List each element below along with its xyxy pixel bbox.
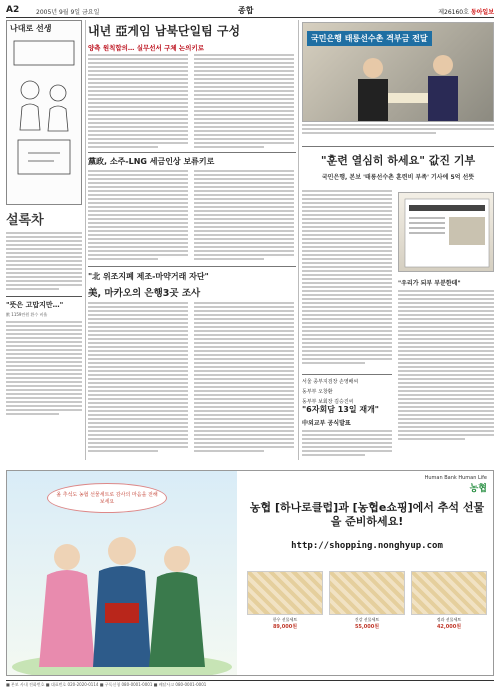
newspaper-clip-icon xyxy=(399,193,494,272)
story-six-party-subtitle: 中외교부 공식발표 xyxy=(302,420,351,427)
ad-product-item[interactable] xyxy=(329,571,405,661)
story-counterfeit xyxy=(88,271,296,302)
ad-logo-tagline: Human Bank Human Life xyxy=(424,475,487,481)
ad-illustration xyxy=(7,471,237,676)
issue-number: 제26160호 xyxy=(438,9,469,16)
story-counterfeit-subtitle: 美, 마카오의 은행3곳 조사 xyxy=(88,288,201,299)
left-column xyxy=(6,20,82,440)
ad-url-link[interactable]: http://shopping.nonghyup.com xyxy=(291,541,443,551)
nonghyup-advertisement[interactable] xyxy=(6,470,494,676)
main-subheadline: 양측 원칙합의… 실무선서 구체 논의키로 xyxy=(88,44,205,52)
donation-subheadline: 국민은행, 본보 '태릉선수촌 훈련비 부족' 기사에 5억 선뜻 xyxy=(321,174,475,181)
ad-product-price: 55,000원 xyxy=(354,624,380,630)
main-story-body-col2 xyxy=(194,54,294,150)
masthead xyxy=(438,7,494,16)
newspaper-brand: 동아일보 xyxy=(470,9,494,16)
nonghyup-logo xyxy=(425,475,487,494)
main-story-body xyxy=(88,54,188,150)
story-tax xyxy=(88,156,296,170)
donation-headline: "훈련 열심히 하세요" 값진 기부 xyxy=(320,154,476,167)
family-figures-icon xyxy=(7,517,237,676)
cartoon-panel xyxy=(6,20,82,205)
donation-story xyxy=(302,152,494,184)
personnel-line: 서울 종부지검장 손영배씨 xyxy=(302,379,359,385)
cartoon-drawing-icon xyxy=(10,35,78,185)
column-title: 설록차 xyxy=(6,213,44,228)
personnel-line: 동부부 보회장 김승진씨 xyxy=(302,399,354,405)
story-tax-title: 黨政, 소주-LNG 세금인상 보류키로 xyxy=(88,157,215,166)
section-title: 종합 xyxy=(238,6,254,15)
photo-banner: 국민은행 태릉선수촌 격부금 전달 xyxy=(307,31,432,46)
page-header xyxy=(6,4,494,18)
page-footer: ■ 본보 사내 전화번호 ■ 대표번호 020-2020-0114 ■ 구독신청 080-0001-0001 ■ 배달사고 080-0001-0001 xyxy=(6,680,494,688)
story-counterfeit-title: "北 위조지폐 제조-마약거래 자단" xyxy=(88,272,209,281)
ad-product-name: 정과 선물세트 xyxy=(436,617,462,622)
column-body xyxy=(6,232,82,290)
donation-inset-title: "우리가 되부 부분한데" xyxy=(398,280,461,287)
ad-logo-text: 농협 xyxy=(469,484,487,494)
essay-section xyxy=(6,296,82,415)
issue-date: 2005년 9월 9일 금요일 xyxy=(36,9,100,16)
story-six-party xyxy=(302,404,392,458)
cartoon-title: 나대로 선생 xyxy=(10,23,52,33)
personnel-line: 동부부 오창환 xyxy=(302,389,333,395)
gift-set-image xyxy=(247,571,323,615)
ad-speech-balloon: 올 추석도 농협 선물세트로 감사의 마음을 전해보세요 xyxy=(47,483,167,513)
story-tax-body xyxy=(88,170,188,262)
donation-body xyxy=(302,190,392,366)
photo-caption xyxy=(302,124,494,136)
story-counterfeit-body xyxy=(88,302,188,454)
story-counterfeit-body-col2 xyxy=(194,302,294,454)
page-number: A2 xyxy=(6,5,20,15)
essay-title: "뜻은 고맙지만…" xyxy=(6,301,64,309)
gift-set-image xyxy=(329,571,405,615)
donation-inset xyxy=(398,278,494,442)
ad-product-name: 건강 선물세트 xyxy=(354,617,380,622)
gift-set-image xyxy=(411,571,487,615)
ad-products xyxy=(247,571,487,661)
ad-product-price: 89,000원 xyxy=(272,624,298,630)
ad-product-item[interactable] xyxy=(411,571,487,661)
main-headline: 내년 亞게임 남북단일팀 구성 xyxy=(88,24,241,38)
people-figures-icon xyxy=(303,23,494,122)
story-tax-body-col2 xyxy=(194,170,294,262)
ad-product-name: 한우 선물세트 xyxy=(272,617,298,622)
newspaper-clip-photo xyxy=(398,192,494,272)
donation-photo xyxy=(302,22,494,122)
ad-title: 농협 [하나로클럽]과 [농협e쇼핑]에서 추석 선물을 준비하세요! xyxy=(249,501,485,528)
ad-product-item[interactable] xyxy=(247,571,323,661)
ad-product-price: 42,000원 xyxy=(436,624,462,630)
story-six-party-title: "6자회담 13일 재개" xyxy=(302,405,379,414)
essay-byline: 獸 1159만원 환수 비율 xyxy=(6,312,48,317)
